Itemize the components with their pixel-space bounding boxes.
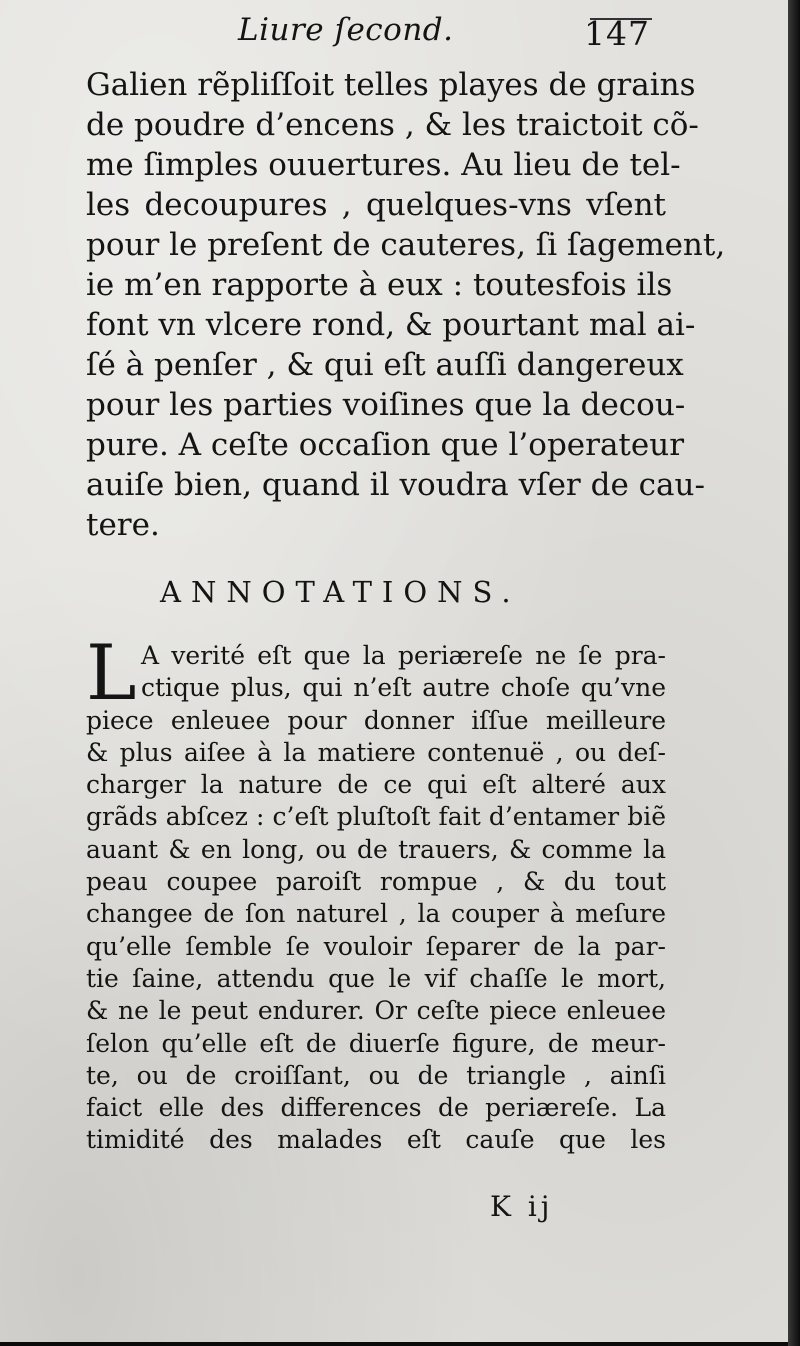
text-line: de poudre d’encens , & les traictoit cõ- <box>86 107 699 143</box>
annotation-line: & ne le peut endurer. Or ceſte piece enleuee <box>86 996 666 1026</box>
text-line: Galien rẽpliſſoit telles playes de grains <box>86 67 696 103</box>
annotation-line: charger la nature de ce qui eſt alteré aux <box>86 770 666 800</box>
page-edge-shadow <box>788 0 800 1346</box>
text-line: pour les parties voiſines que la decou- <box>86 387 686 423</box>
annotation-line: piece enleuee pour donner iſſue meilleure <box>86 705 666 735</box>
text-line: tere. <box>86 507 160 543</box>
drop-cap: L <box>86 628 137 717</box>
text-line: les decoupures , quelques-vns vſent <box>86 187 666 223</box>
annotation-line: peau coupee paroiſt rompue , & du tout <box>86 867 666 897</box>
text-line: auiſe bien, quand il voudra vſer de cau- <box>86 467 705 503</box>
annotation-line: te, ou de croiſſant, ou de triangle , ainſi <box>86 1060 666 1090</box>
page-number: 147 <box>584 14 650 53</box>
text-line: pure. A ceſte occaſion que l’operateur <box>86 427 685 463</box>
page-header <box>0 12 790 62</box>
running-title: Liure ſecond. <box>238 12 454 48</box>
annotation-line: & plus aiſee à la matiere contenuë , ou deſ- <box>86 737 666 767</box>
annotation-line: auant & en long, ou de trauers, & comme la <box>86 834 666 864</box>
annotation-line: timidité des malades eſt cauſe que les <box>86 1125 666 1155</box>
text-line: ſé à penſer , & qui eſt auſſi dangereux <box>86 347 684 383</box>
annotation-line: qu’elle ſemble ſe vouloir ſeparer de la par- <box>86 931 666 961</box>
text-line: me ſimples ouuertures. Au lieu de tel- <box>86 147 681 183</box>
annotation-line: faict elle des differences de periæreſe. La <box>86 1093 666 1123</box>
annotation-line: ſelon qu’elle eſt de diuerſe figure, de meur- <box>86 1028 666 1058</box>
annotation-line: grãds abſcez : c’eſt pluſtoſt fait d’entamer biẽ <box>86 802 666 832</box>
annotation-line: changee de ſon naturel , la couper à meſure <box>86 899 666 929</box>
text-line: font vn vlcere rond, & pourtant mal ai- <box>86 307 696 343</box>
text-line: pour le preſent de cauteres, ſi ſagement, <box>86 227 726 263</box>
annotation-line: A verité eſt que la periæreſe ne ſe pra- <box>141 641 666 670</box>
text-line: ie m’en rapporte à eux : toutesfois ils <box>86 267 673 303</box>
annotation-line: ctique plus, qui n’eſt autre choſe qu’vne <box>141 673 666 703</box>
main-text-block <box>86 65 726 545</box>
annotation-line: tie ſaine, attendu que le vif chaſſe le mort, <box>86 963 666 993</box>
annotations-heading: ANNOTATIONS. <box>160 575 521 609</box>
signature-mark: K ij <box>490 1190 554 1223</box>
annotations-text-block <box>86 628 666 1157</box>
